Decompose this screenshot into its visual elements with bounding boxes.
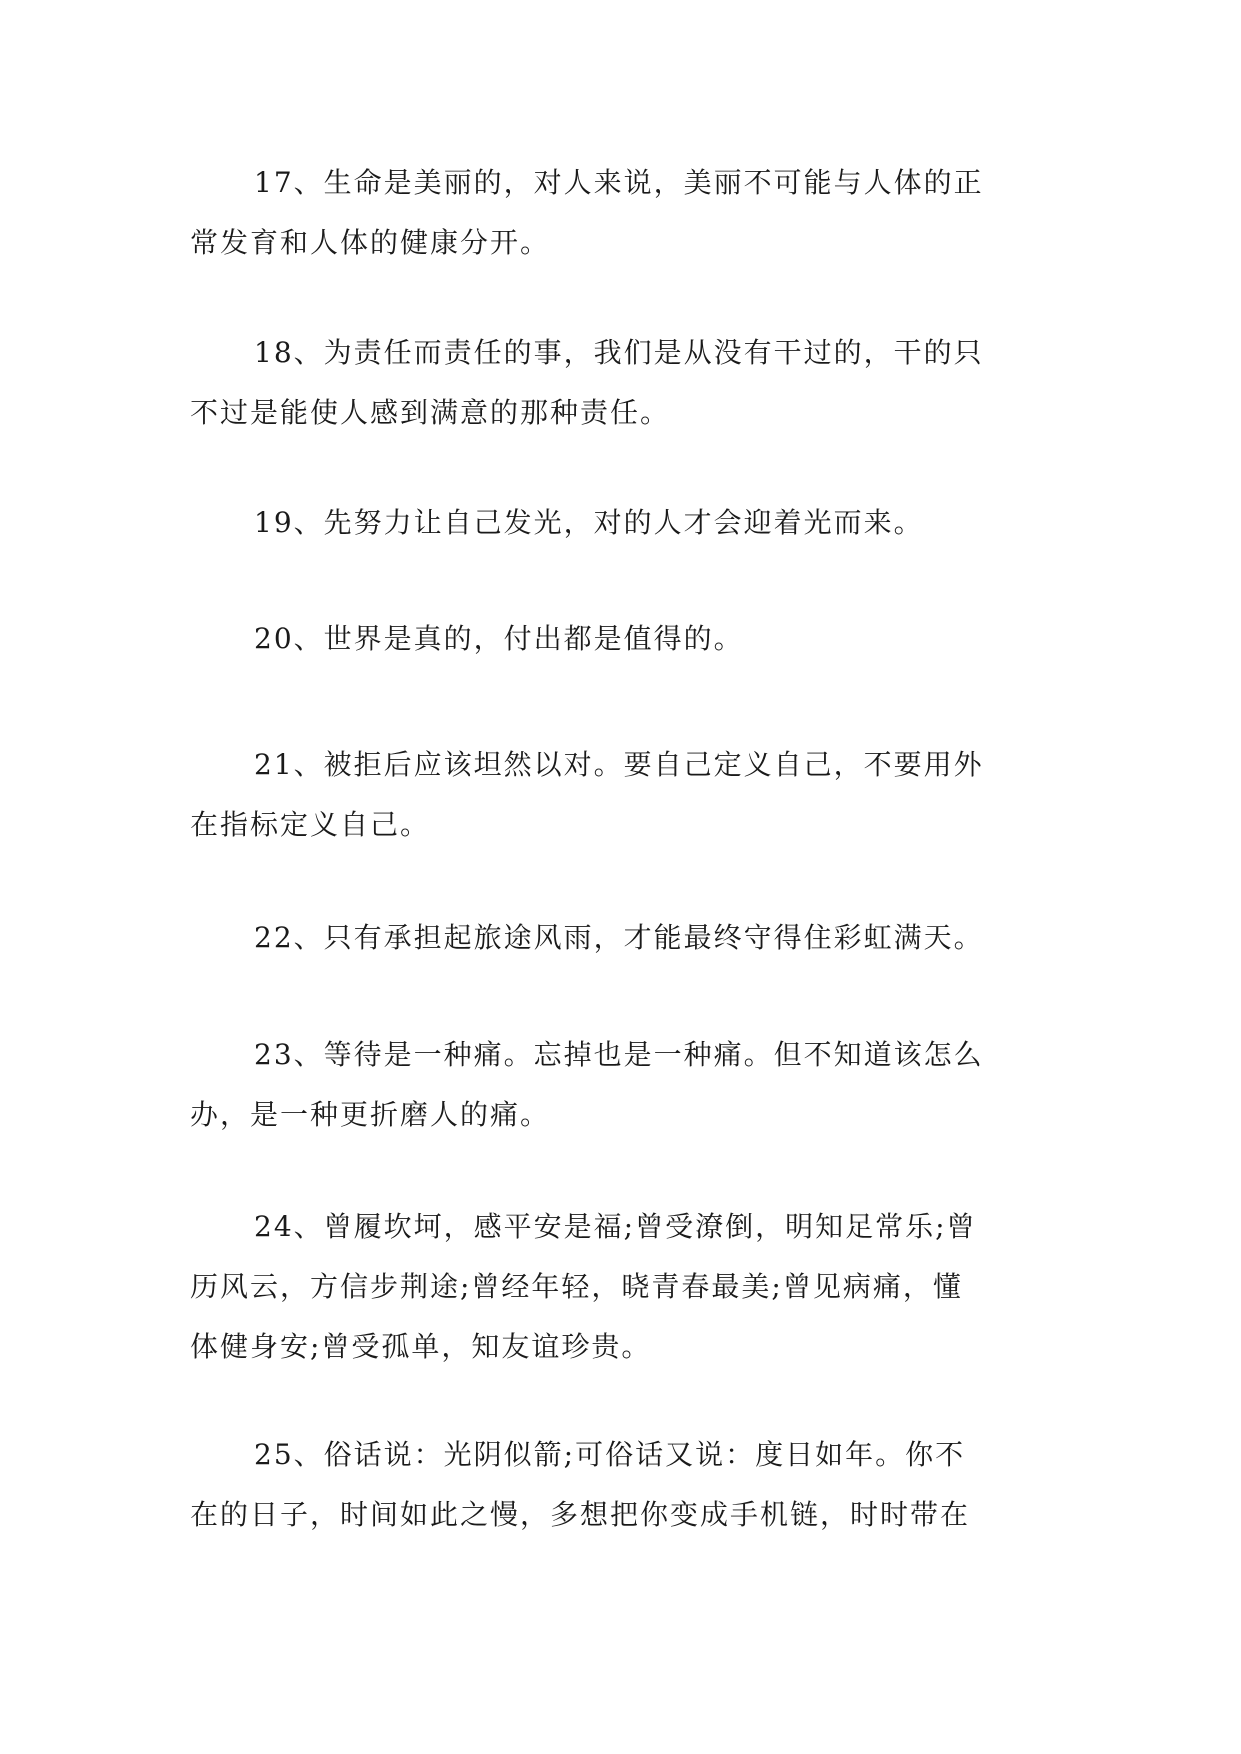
paragraph-line: 18、为责任而责任的事，我们是从没有干过的，干的只 (254, 336, 984, 369)
paragraph-line: 在指标定义自己。 (190, 808, 431, 841)
paragraph-line: 25、俗话说：光阴似箭;可俗话又说：度日如年。你不 (254, 1438, 966, 1471)
paragraph-line: 17、生命是美丽的，对人来说，美丽不可能与人体的正 (254, 166, 984, 199)
paragraph-17 (190, 153, 1050, 273)
paragraph-line: 21、被拒后应该坦然以对。要自己定义自己，不要用外 (254, 748, 984, 781)
paragraph-23 (190, 1025, 1050, 1145)
paragraph-18 (190, 323, 1050, 443)
paragraph-line: 24、曾履坎坷，感平安是福;曾受潦倒，明知足常乐;曾 (254, 1210, 977, 1243)
paragraph-19 (190, 493, 1050, 553)
paragraph-line: 23、等待是一种痛。忘掉也是一种痛。但不知道该怎么 (254, 1038, 984, 1071)
paragraph-24 (190, 1197, 1050, 1377)
paragraph-20 (190, 609, 1050, 669)
paragraph-21 (190, 735, 1050, 855)
paragraph-line: 在的日子，时间如此之慢，多想把你变成手机链，时时带在 (190, 1498, 971, 1531)
paragraph-line: 常发育和人体的健康分开。 (190, 226, 551, 259)
paragraph-line: 不过是能使人感到满意的那种责任。 (190, 396, 671, 429)
paragraph-line: 历风云，方信步荆途;曾经年轻，晓青春最美;曾见病痛，懂 (190, 1270, 963, 1303)
paragraph-line: 20、世界是真的，付出都是值得的。 (254, 622, 744, 655)
paragraph-line: 办，是一种更折磨人的痛。 (190, 1098, 551, 1131)
paragraph-line: 22、只有承担起旅途风雨，才能最终守得住彩虹满天。 (254, 921, 984, 954)
paragraph-line: 体健身安;曾受孤单，知友谊珍贵。 (190, 1330, 652, 1363)
paragraph-line: 19、先努力让自己发光，对的人才会迎着光而来。 (254, 506, 924, 539)
paragraph-22 (190, 908, 1050, 968)
paragraph-25 (190, 1425, 1050, 1545)
